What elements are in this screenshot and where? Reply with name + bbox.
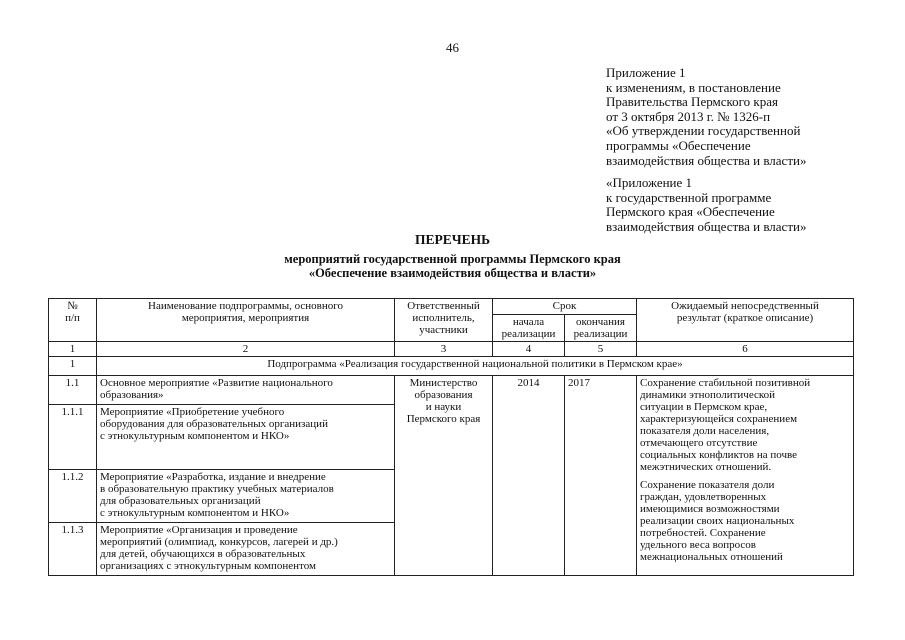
result-line: отмечающего отсутствие	[640, 437, 758, 449]
header-text: исполнитель,	[412, 312, 475, 324]
result-line: реализации своих национальных	[640, 515, 795, 527]
row-name-line: Мероприятие «Разработка, издание и внедрение	[100, 471, 326, 483]
header-text: Наименование подпрограммы, основного	[148, 300, 343, 312]
header-name	[97, 299, 395, 342]
header-result	[637, 299, 854, 342]
start-year-cell: 2014	[493, 376, 565, 576]
header-term: Срок	[493, 299, 637, 315]
responsible-line: образования	[414, 389, 473, 401]
appendix-line: программы «Обеспечение	[606, 137, 751, 153]
header-text: мероприятия, мероприятия	[181, 312, 310, 324]
row-name	[97, 523, 395, 576]
result-line: Сохранение показателя доли	[640, 479, 775, 491]
appendix-block-2	[606, 176, 806, 234]
header-text: окончания	[576, 316, 625, 328]
subprogram-title: Подпрограмма «Реализация государственной национальной политики в Пермском крае»	[97, 357, 854, 376]
header-responsible	[395, 299, 493, 342]
header-text: результат (краткое описание)	[676, 312, 814, 324]
column-number: 3	[395, 342, 493, 357]
row-name	[97, 470, 395, 523]
result-line: динамики этнополитической	[640, 389, 776, 401]
row-name-line: оборудования для образовательных организаций	[100, 418, 328, 430]
row-name-line: образования»	[100, 389, 164, 401]
row-name-line: для детей, обучающихся в образовательных	[100, 548, 306, 560]
header-row-1	[49, 299, 854, 315]
appendix-line: к изменениям, в постановление	[606, 79, 781, 95]
appendix-line: взаимодействия общества и власти»	[606, 152, 807, 168]
document-title: ПЕРЕЧЕНЬ	[414, 232, 491, 247]
header-start	[493, 315, 565, 342]
header-text: Ответственный	[407, 300, 480, 312]
row-name	[97, 405, 395, 470]
subtitle-line-2: «Обеспечение взаимодействия общества и власти»	[308, 265, 597, 280]
column-number: 4	[493, 342, 565, 357]
result-line: характеризующейся сохранением	[640, 413, 798, 425]
subtitle-line-1: мероприятий государственной программы Пермского края	[284, 252, 621, 266]
result-line: граждан, удовлетворенных	[640, 491, 767, 503]
appendix-line: «Об утверждении государственной	[606, 123, 801, 139]
result-line: межнациональных отношений	[640, 551, 783, 563]
header-end	[565, 315, 637, 342]
result-line: Сохранение стабильной позитивной	[640, 377, 811, 389]
end-year-cell: 2017	[565, 376, 637, 576]
row-number: 1.1.1	[49, 405, 97, 470]
row-name-line: в образовательную практику учебных материалов	[100, 483, 334, 495]
header-text: начала	[512, 316, 545, 328]
row-number: 1.1	[49, 376, 97, 405]
responsible-cell	[395, 376, 493, 576]
header-text: реализации	[573, 328, 628, 340]
column-number: 2	[97, 342, 395, 357]
appendix-line: от 3 октября 2013 г. № 1326-п	[606, 108, 771, 124]
header-text: реализации	[501, 328, 556, 340]
header-text: п/п	[65, 312, 80, 324]
responsible-line: Министерство	[409, 377, 478, 389]
responsible-line: Пермского края	[406, 413, 481, 425]
row-name-line: Мероприятие «Приобретение учебного	[100, 406, 285, 418]
appendix-line: «Приложение 1	[606, 175, 693, 190]
header-text: Ожидаемый непосредственный	[671, 300, 819, 312]
row-number: 1.1.3	[49, 523, 97, 576]
appendix-line: Пермского края «Обеспечение	[606, 204, 775, 220]
appendix-line: к государственной программе	[606, 189, 772, 205]
row-name-line: с этнокультурным компонентом и НКО»	[100, 430, 290, 442]
result-line: показателя доли населения,	[640, 425, 770, 437]
row-number: 1.1.2	[49, 470, 97, 523]
row-name-line: Основное мероприятие «Развитие национального	[100, 377, 333, 389]
row-name-line: с этнокультурным компонентом и НКО»	[100, 507, 290, 519]
result-cell	[637, 376, 854, 576]
row-name	[97, 376, 395, 405]
subprogram-row	[49, 357, 854, 376]
appendix-line: Приложение 1	[606, 65, 686, 80]
page-number: 46	[446, 40, 459, 55]
header-text: №	[67, 300, 78, 312]
column-number: 5	[565, 342, 637, 357]
appendix-line: Правительства Пермского края	[606, 94, 778, 110]
result-line: ситуации в Пермском крае,	[640, 401, 768, 413]
responsible-line: и науки	[425, 401, 462, 413]
document-subtitle	[0, 253, 905, 280]
subprogram-number: 1	[49, 357, 97, 376]
appendix-line: взаимодействия общества и власти»	[606, 218, 807, 234]
result-line: имеющимися возможностями	[640, 503, 780, 515]
column-number: 6	[637, 342, 854, 357]
column-number: 1	[49, 342, 97, 357]
row-name-line: мероприятий (олимпиад, конкурсов, лагерей и др.)	[100, 536, 338, 548]
appendix-block-1	[606, 66, 806, 168]
result-line: потребностей. Сохранение	[640, 527, 766, 539]
result-line: межэтнических отношений.	[640, 461, 772, 473]
row-name-line: Мероприятие «Организация и проведение	[100, 524, 298, 536]
row-name-line: для образовательных организаций	[100, 495, 261, 507]
result-line: социальных конфликтов на почве	[640, 449, 798, 461]
header-number	[49, 299, 97, 342]
column-numbers-row	[49, 342, 854, 357]
result-line: удельного веса вопросов	[640, 539, 756, 551]
header-text: участники	[419, 324, 468, 336]
table-row	[49, 376, 854, 405]
row-name-line: организациях с этнокультурным компонентом	[100, 560, 316, 572]
measures-table	[48, 298, 854, 576]
